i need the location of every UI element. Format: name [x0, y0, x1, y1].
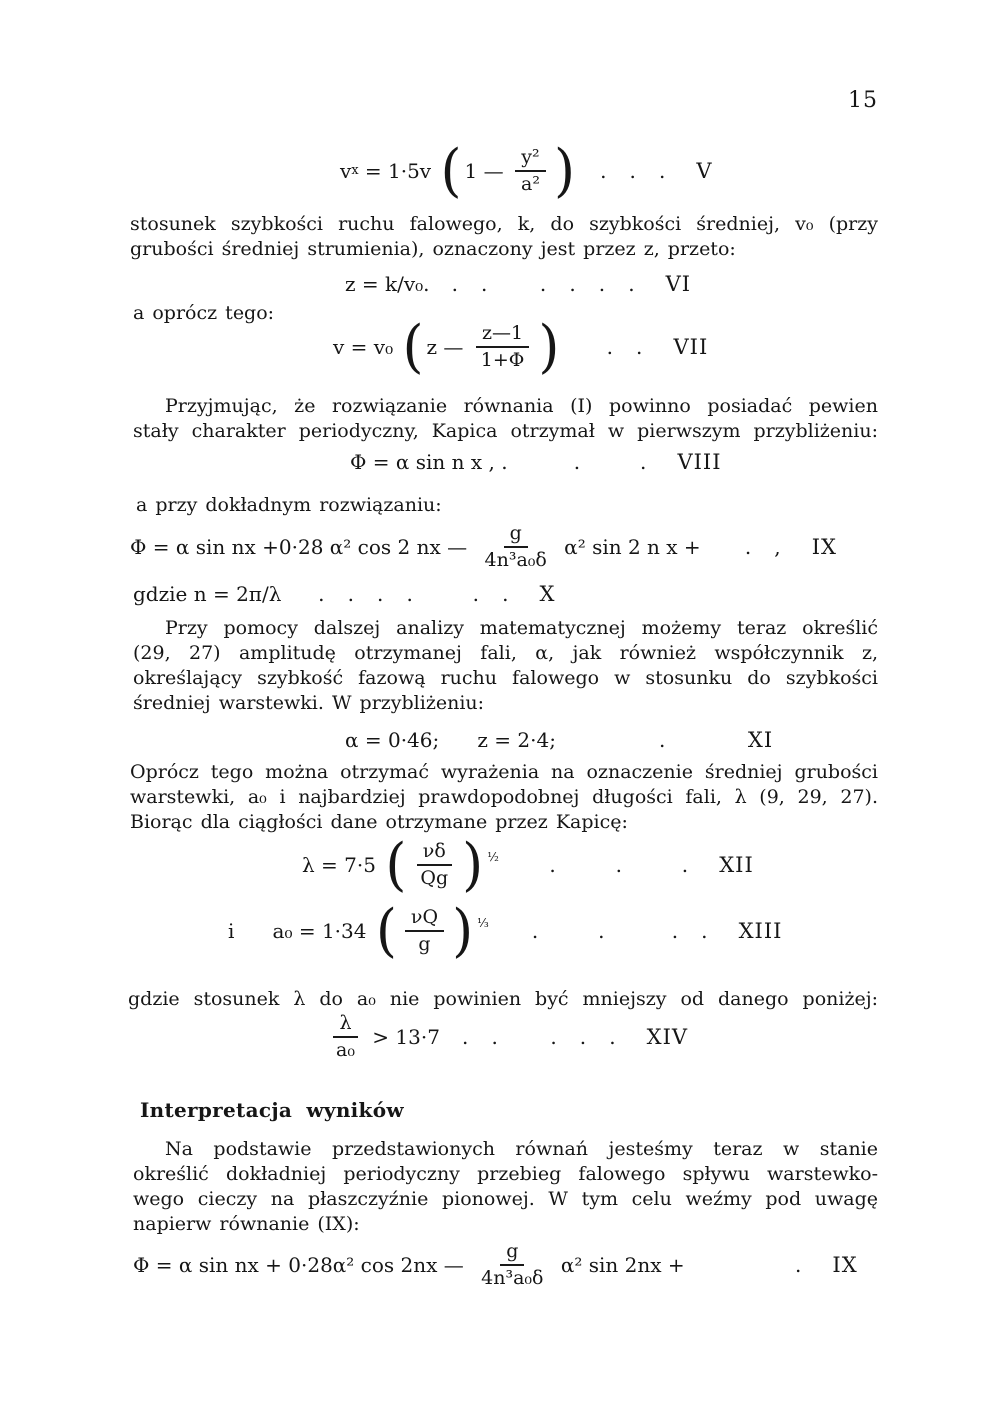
- equation-label: XIII: [738, 918, 783, 943]
- text-line: stały charakter periodyczny, Kapica otrzymał w pierwszym przybliżeniu:: [133, 420, 878, 442]
- equation-x: [133, 582, 555, 606]
- fraction: [414, 840, 454, 890]
- parenthesis: (: [402, 313, 424, 380]
- text-line: Oprócz tego można otrzymać wyrażenia na oznaczenie średniej grubości: [130, 761, 878, 783]
- dot-leader: . . .: [497, 852, 712, 877]
- equation-vii: [333, 313, 709, 380]
- text-line: Biorąc dla ciągłości dane otrzymane przez Kapicę:: [130, 811, 628, 833]
- math-token: α = 0·46; z = 2·4;: [345, 728, 556, 752]
- paragraph-przyjmujac: [133, 394, 878, 444]
- fraction-numerator: g: [500, 1240, 524, 1266]
- paragraph-gdzie-stosunek: [128, 987, 878, 1012]
- dot-leader: . . . . .: [439, 1024, 639, 1049]
- text-line: grubości średniej strumienia), oznaczony jest przez z, przeto:: [130, 238, 736, 260]
- fraction: [330, 1012, 361, 1062]
- equation-label: XI: [747, 728, 774, 752]
- fraction-denominator: a₀: [336, 1038, 355, 1061]
- equation-label: IX: [832, 1252, 858, 1277]
- dot-leader: . .: [507, 450, 670, 474]
- text-line: średniej warstewki. W przybliżeniu:: [133, 692, 485, 714]
- equation-vi: [345, 272, 691, 296]
- math-token: λ = 7·5: [302, 852, 383, 877]
- parenthesis: ): [538, 313, 560, 380]
- paragraph-na-podstawie: [133, 1137, 878, 1237]
- parenthesis: (: [375, 897, 397, 964]
- parenthesis: ): [462, 831, 484, 898]
- dot-leader: .: [684, 1252, 825, 1277]
- parenthesis: (: [385, 831, 407, 898]
- text-line: a oprócz tego:: [133, 302, 275, 324]
- math-token: α² sin 2nx +: [554, 1252, 685, 1277]
- subscript: x: [351, 163, 359, 179]
- equation-label: VI: [665, 272, 692, 296]
- dot-leader: .: [555, 728, 740, 752]
- dot-leader: . . . . . .: [429, 272, 658, 296]
- fraction: [475, 1240, 549, 1290]
- equation-xiv: [325, 1012, 688, 1062]
- exponent: ½: [487, 849, 499, 864]
- equation-label: V: [696, 158, 713, 183]
- fraction: [475, 322, 531, 372]
- parenthesis: ): [452, 897, 474, 964]
- text-line: a przy dokładnym rozwiązaniu:: [136, 494, 442, 516]
- equation-label: VIII: [677, 450, 722, 474]
- math-token: v = v₀: [333, 334, 400, 359]
- math-token: 1 —: [464, 158, 510, 183]
- equation-v: [340, 137, 713, 204]
- dot-leader: . ,: [700, 534, 804, 559]
- math-token: z = k/v₀.: [345, 272, 430, 296]
- math-token: Φ = α sin n x , .: [350, 450, 508, 474]
- parenthesis: (: [440, 137, 462, 204]
- text-line: Przyjmując, że rozwiązanie równania (I) powinno posiadać pewien: [165, 395, 878, 417]
- fraction-numerator: y²: [515, 146, 545, 172]
- math-token: v: [340, 158, 352, 183]
- equation-xii: [302, 831, 754, 898]
- page-number: 15: [848, 88, 878, 113]
- text-line: określający szybkość fazową ruchu falowego w stosunku do szybkości: [133, 667, 878, 689]
- exponent: ⅓: [477, 915, 489, 930]
- fraction-numerator: νQ: [405, 906, 444, 932]
- text-line: wego cieczy na płaszczyźnie pionowej. W tym celu weźmy pod uwagę: [133, 1188, 878, 1210]
- text-line: Na podstawie przedstawionych równań jesteśmy teraz w stanie: [165, 1138, 878, 1160]
- paragraph-przy-dokladnym: [136, 493, 536, 518]
- fraction-numerator: z—1: [476, 322, 529, 348]
- fraction-denominator: g: [418, 932, 431, 955]
- math-token: > 13·7: [365, 1024, 440, 1049]
- equation-label: VII: [673, 334, 709, 359]
- fraction-denominator: 4n³a₀δ: [484, 548, 547, 571]
- equation-label: XIV: [646, 1024, 689, 1049]
- equation-label: XII: [719, 852, 754, 877]
- fraction: [515, 146, 546, 196]
- text-line: stosunek szybkości ruchu falowego, k, do szybkości średniej, v₀ (przy: [130, 213, 878, 235]
- math-token: α² sin 2 n x +: [557, 534, 701, 559]
- math-token: gdzie n = 2π/λ: [133, 582, 282, 606]
- equation-label: IX: [811, 534, 837, 559]
- math-token: Φ = α sin nx +0·28 α² cos 2 nx —: [130, 534, 474, 559]
- fraction: [479, 522, 553, 572]
- fraction-denominator: a²: [521, 172, 540, 195]
- fraction-numerator: g: [504, 522, 528, 548]
- fraction: [405, 906, 444, 956]
- parenthesis: ): [553, 137, 576, 204]
- text-line: napierw równanie (IX):: [133, 1213, 360, 1235]
- fraction-denominator: 4n³a₀δ: [481, 1266, 544, 1289]
- equation-xi: [345, 728, 773, 752]
- equation-viii: [350, 450, 722, 474]
- math-token: i a₀ = 1·34: [228, 918, 373, 943]
- text-line: gdzie stosunek λ do a₀ nie powinien być mniejszy od danego poniżej:: [128, 988, 878, 1010]
- equation-label: X: [539, 582, 556, 606]
- fraction-numerator: λ: [333, 1012, 357, 1038]
- text-line: określić dokładniej periodyczny przebieg falowego spływu warstewko-: [133, 1163, 878, 1185]
- section-heading: Interpretacja wyników: [140, 1098, 404, 1122]
- fraction-numerator: νδ: [417, 840, 452, 866]
- equation-xiii: [228, 897, 783, 964]
- paragraph-oprocz-tego-mozna: [130, 760, 878, 835]
- math-token: Φ = α sin nx + 0·28α² cos 2nx —: [133, 1252, 471, 1277]
- dot-leader: . . . . . .: [281, 582, 532, 606]
- dot-leader: . . .: [578, 158, 689, 183]
- text-line: Przy pomocy dalszej analizy matematycznej możemy teraz określić: [165, 617, 878, 639]
- text-line: warstewki, a₀ i najbardziej prawdopodobnej długości fali, λ (9, 29, 27).: [130, 786, 878, 808]
- math-token: = 1·5v: [358, 158, 438, 183]
- dot-leader: . . . .: [487, 918, 731, 943]
- paragraph-stosunek: [130, 212, 878, 262]
- fraction-denominator: Qg: [420, 866, 449, 889]
- equation-ix: [130, 522, 837, 572]
- dot-leader: . .: [562, 334, 666, 359]
- text-line: (29, 27) amplitudę otrzymanej fali, α, jak również współczynnik z,: [133, 642, 878, 664]
- fraction-denominator: 1+Φ: [480, 348, 525, 371]
- equation-ix-repeat: [133, 1240, 858, 1290]
- paragraph-przy-pomocy: [133, 616, 878, 716]
- math-token: z —: [426, 334, 470, 359]
